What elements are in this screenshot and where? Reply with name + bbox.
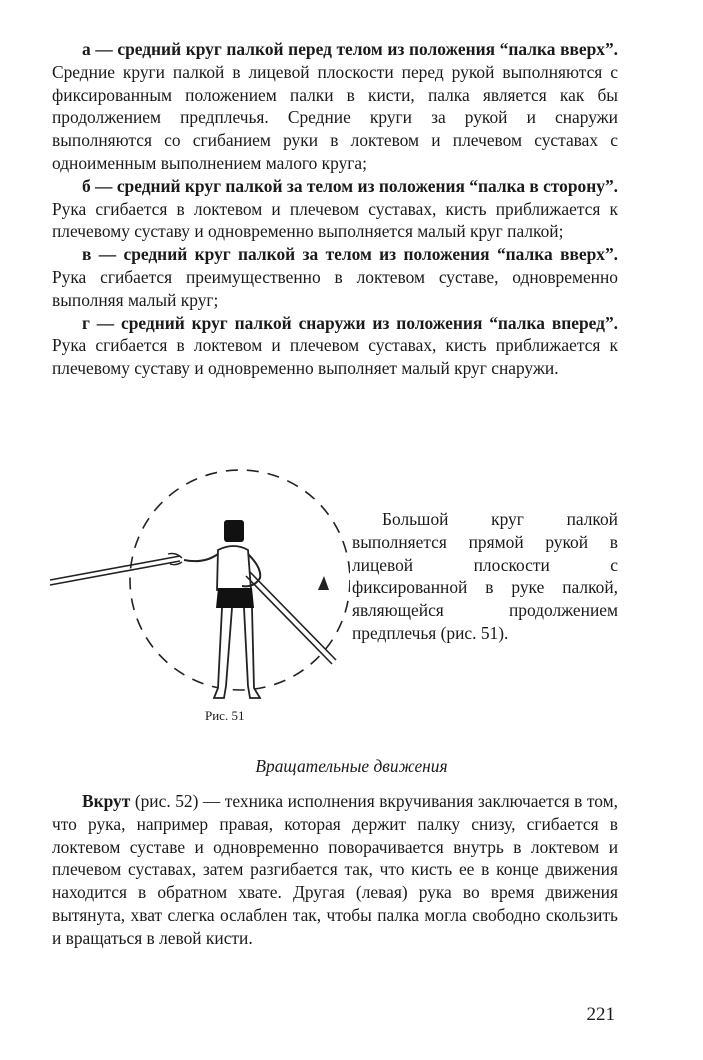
paragraph-vkrut (52, 790, 618, 950)
page-number: 221 (586, 1004, 615, 1025)
paragraph-a (52, 38, 618, 175)
paragraph-g (52, 312, 618, 380)
paragraph-a-body: Средние круги палкой в лицевой плоскости перед рукой выполняются с фиксированным положением палки в кисти, палка является как бы продолжением предплечья. Средние круги за рукой и снаружи выполняются со сгибанием руки в локтевом и плечевом суставах с одноименным выполнением малого круга; (52, 61, 618, 173)
figure-51 (40, 458, 350, 758)
body-text (52, 790, 618, 950)
paragraph-b-body: Рука сгибается в локтевом и плечевом суставах, кисть приближается к плечевому суставу и одновременно выполняется малый круг палкой; (52, 198, 618, 242)
paragraph-b (52, 175, 618, 243)
figure-head (224, 520, 244, 542)
figure-caption: Рис. 51 (205, 708, 245, 723)
paragraph-b-heading: б — средний круг палкой за телом из положения “палка в сторону”. (82, 175, 618, 196)
paragraph-v-heading: в — средний круг палкой за телом из положения “палка вверх”. (82, 244, 618, 265)
figure-shorts (216, 588, 254, 608)
section-title: Вращательные движения (255, 756, 448, 776)
figure-side-text-content: Большой круг палкой выполняется прямой рукой в лицевой плоскости с фиксированной в руке палкой, являющейся продолжением предплечья (рис. 51). (352, 509, 618, 643)
paragraph-vkrut-body: (рис. 52) — техника исполнения вкручивания заключается в том, что рука, например правая, которая держит палку снизу, сгибается в локтевом суставе и одновременно поворачивается внутрь в локтевом и плечевом суставах, затем разгибается так, что кисть ее в конце движения находится в обратном хвате. Другая (левая) рука во время движения вытянута, хват слегка ослаблен так, чтобы палка могла свободно скользить и вращаться в левой кисти. (52, 791, 618, 948)
paragraph-g-heading: г — средний круг палкой снаружи из положения “палка вперед”. (82, 312, 618, 333)
paragraph-a-heading: а — средний круг палкой перед телом из положения “палка вверх”. (82, 39, 618, 59)
arrow-head-icon (318, 576, 329, 590)
paragraph-v (52, 243, 618, 311)
paragraph-vkrut-heading: Вкрут (82, 791, 131, 811)
figure-torso (217, 546, 251, 590)
main-text (52, 38, 618, 380)
figure-legs (214, 608, 260, 698)
figure-side-text (352, 508, 618, 645)
paragraph-v-body: Рука сгибается преимущественно в локтевом суставе, одновременно выполняя малый круг; (52, 266, 618, 310)
paragraph-g-body: Рука сгибается в локтевом и плечевом суставах, кисть приближается к плечевому суставу и одновременно выполняет малый круг снаружи. (52, 335, 618, 379)
stick-horizontal (50, 556, 180, 585)
figure-illustration (40, 458, 350, 708)
